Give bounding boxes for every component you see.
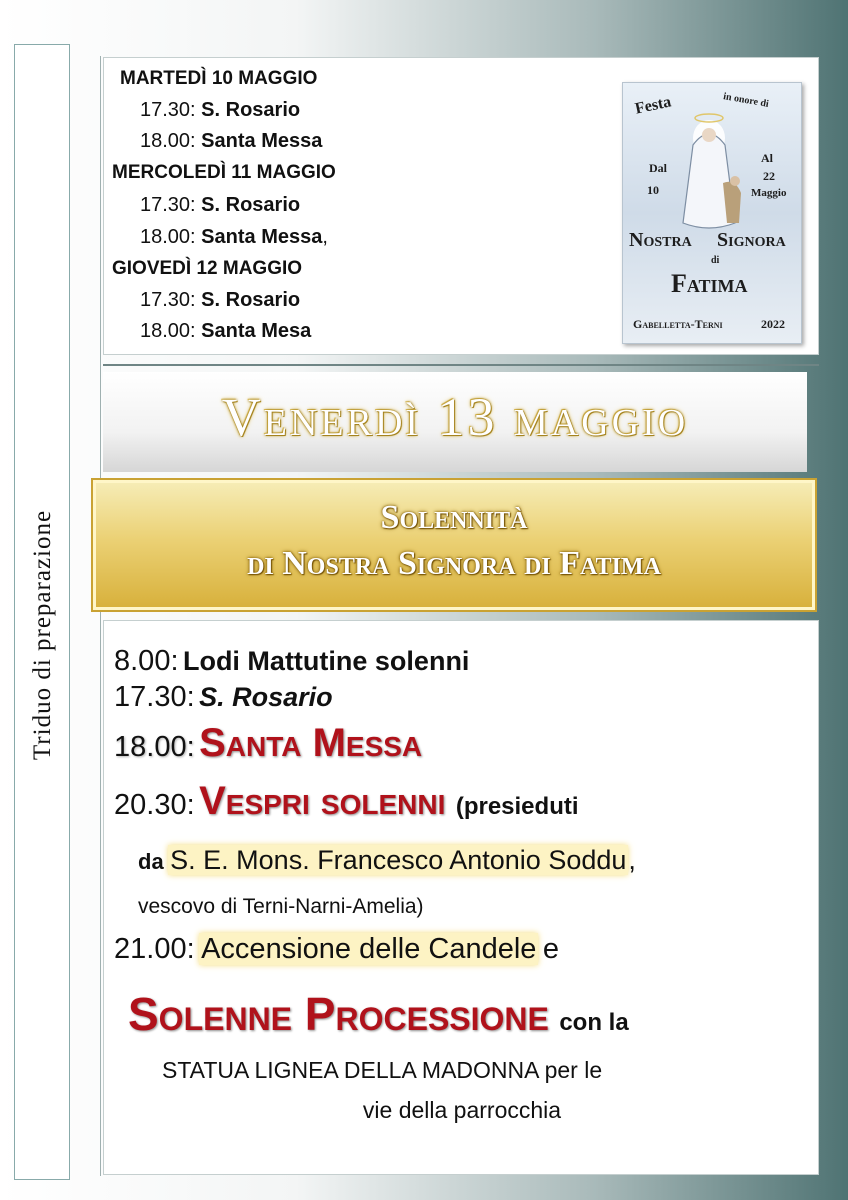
schedule-item [140, 226, 328, 249]
candele-time: 21.00: [114, 933, 195, 965]
poster-nostra: Nostra [629, 229, 692, 251]
poster-signora: Signora [717, 229, 786, 251]
poster-al-num: 22 [763, 169, 775, 183]
schedule-item [140, 320, 311, 343]
item-time: 17.30: [140, 194, 196, 216]
poster-di: di [711, 255, 720, 266]
poster-maggio: Maggio [751, 187, 787, 199]
messa-text: Santa Messa [199, 721, 423, 765]
day-heading: MERCOLEDÌ 11 MAGGIO [112, 162, 336, 183]
schedule-item [140, 194, 300, 217]
lodi-time: 8.00: [114, 645, 179, 677]
vescovo-da: da [138, 849, 164, 874]
processione-text: Solenne Processione [128, 988, 549, 1040]
vespri-note: (presieduti [455, 793, 579, 820]
item-event: S. Rosario [201, 194, 301, 216]
candele-text: Accensione delle Candele [201, 933, 537, 965]
schedule-item [140, 289, 300, 312]
item-event: Santa Messa [201, 226, 323, 248]
item-time: 18.00: [140, 130, 196, 152]
vie-text: vie della parrocchia [362, 1097, 562, 1123]
item-event: S. Rosario [201, 99, 301, 121]
solennita-box [93, 480, 815, 610]
poster-fatima: Fatima [671, 269, 748, 298]
processione-con: con la [559, 1009, 629, 1036]
day-heading: GIOVEDÌ 12 MAGGIO [112, 258, 303, 279]
item-suffix: , [322, 226, 328, 248]
day-heading: MARTEDÌ 10 MAGGIO [120, 68, 318, 89]
lodi-text: Lodi Mattutine solenni [182, 646, 470, 676]
messa-time: 18.00: [114, 731, 195, 763]
program-lodi [114, 645, 469, 678]
rosario-text: S. Rosario [199, 682, 333, 712]
candele-e: e [542, 933, 560, 965]
vescovo-title: vescovo di Terni-Narni-Amelia) [138, 895, 424, 918]
statua-text: STATUA LIGNEA DELLA MADONNA per le [162, 1057, 603, 1083]
solennita-line2: di Nostra Signora di Fatima [247, 545, 661, 582]
festa-poster [622, 82, 802, 344]
item-event: Santa Mesa [201, 320, 312, 342]
item-time: 17.30: [140, 289, 196, 311]
item-time: 18.00: [140, 320, 196, 342]
program-vescovo [138, 845, 636, 876]
poster-place: Gabelletta-Terni [633, 317, 723, 331]
program-box [103, 620, 819, 1175]
venerdi-banner [103, 372, 807, 472]
vescovo-comma: , [628, 845, 636, 875]
program-processione [128, 987, 629, 1041]
program-messa [114, 721, 422, 766]
program-vespri [114, 779, 579, 824]
side-label: Triduo di preparazione [29, 509, 56, 761]
item-event: S. Rosario [201, 289, 301, 311]
item-event: Santa Messa [201, 130, 323, 152]
madonna-figure-icon [623, 83, 801, 343]
poster-festa: Festa [633, 93, 673, 118]
schedule-item [140, 99, 300, 122]
program-candele [114, 933, 559, 966]
item-time: 18.00: [140, 226, 196, 248]
item-time: 17.30: [140, 99, 196, 121]
vespri-text: Vespri solenni [199, 779, 446, 823]
vescovo-name: S. E. Mons. Francesco Antonio Soddu [170, 845, 627, 875]
section-divider [103, 364, 819, 366]
vertical-divider [100, 56, 101, 1176]
venerdi-title: Venerdì 13 maggio [221, 387, 689, 447]
poster-dal-num: 10 [647, 183, 659, 197]
program-rosario [114, 681, 333, 714]
rosario-time: 17.30: [114, 681, 195, 713]
side-panel [14, 44, 70, 1180]
poster-al: Al [761, 151, 773, 165]
vespri-time: 20.30: [114, 789, 195, 821]
poster-dal: Dal [649, 161, 667, 175]
poster-year: 2022 [761, 317, 785, 331]
schedule-item [140, 130, 322, 153]
solennita-line1: Solennità [380, 499, 528, 536]
poster-in-onore: in onore di [722, 91, 770, 110]
